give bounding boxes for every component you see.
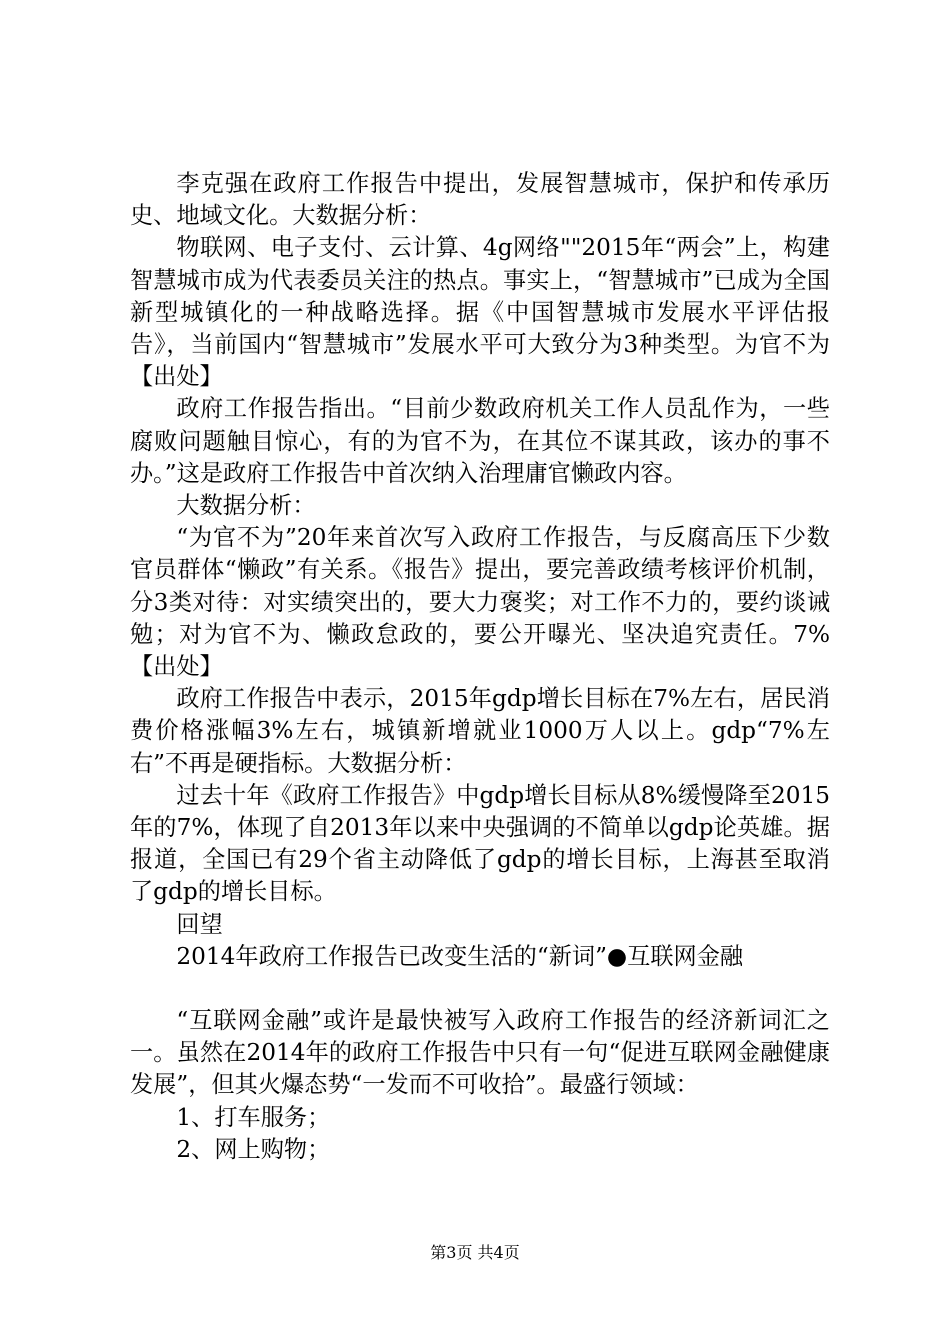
- paragraph-lazy-governance: 政府工作报告指出。“目前少数政府机关工作人员乱作为，一些腐败问题触目惊心，有的为官不为，在其位不谋其政，该办的事不办。”这是政府工作报告中首次纳入治理庸官懒政内容。: [130, 395, 830, 487]
- paragraph-gdp-target: 政府工作报告中表示，2015年gdp增长目标在7%左右，居民消费价格涨幅3%左右，城镇新增就业1000万人以上。gdp“7%左右”不再是硬指标。大数据分析：: [130, 685, 830, 777]
- page-number-footer: 第3页 共4页: [430, 1243, 520, 1262]
- list-item-online-shopping: 2、网上购物；: [176, 1135, 331, 1163]
- paragraph-data-analysis-heading: 大数据分析：: [176, 492, 316, 520]
- list-item-taxi-service: 1、打车服务；: [176, 1103, 331, 1131]
- paragraph-review-heading: 回望: [176, 910, 223, 938]
- document-body: [130, 168, 830, 1166]
- paragraph-spacer: [130, 973, 830, 1005]
- paragraph-internet-finance: “互联网金融”或许是最快被写入政府工作报告的经济新词汇之一。虽然在2014年的政府工作报告中只有一句“促进互联网金融健康发展”，但其火爆态势“一发而不可收拾”。最盛行领域：: [130, 1007, 830, 1099]
- paragraph-smart-city-intro: 李克强在政府工作报告中提出，发展智慧城市，保护和传承历史、地域文化。大数据分析：: [130, 170, 830, 230]
- paragraph-lazy-governance-analysis: “为官不为”20年来首次写入政府工作报告，与反腐高压下少数官员群体“懒政”有关系。《报告》提出，要完善政绩考核评价机制，分3类对待：对实绩突出的，要大力褒奖；对工作不力的，要约谈诫勉；对为官不为、懒政怠政的，要公开曝光、坚决追究责任。7%【出处】: [130, 524, 830, 681]
- paragraph-smart-city-analysis: 物联网、电子支付、云计算、4g网络""2015年“两会”上，构建智慧城市成为代表委员关注的热点。事实上，“智慧城市”已成为全国新型城镇化的一种战略选择。据《中国智慧城市发展水平评估报告》，当前国内“智慧城市”发展水平可大致分为3种类型。为官不为【出处】: [130, 234, 830, 391]
- paragraph-gdp-analysis: 过去十年《政府工作报告》中gdp增长目标从8%缓慢降至2015年的7%，体现了自2013年以来中央强调的不简单以gdp论英雄。据报道，全国已有29个省主动降低了gdp的增长目标，上海甚至取消了gdp的增长目标。: [130, 781, 830, 906]
- paragraph-new-words-heading: 2014年政府工作报告已改变生活的“新词”●互联网金融: [176, 942, 744, 970]
